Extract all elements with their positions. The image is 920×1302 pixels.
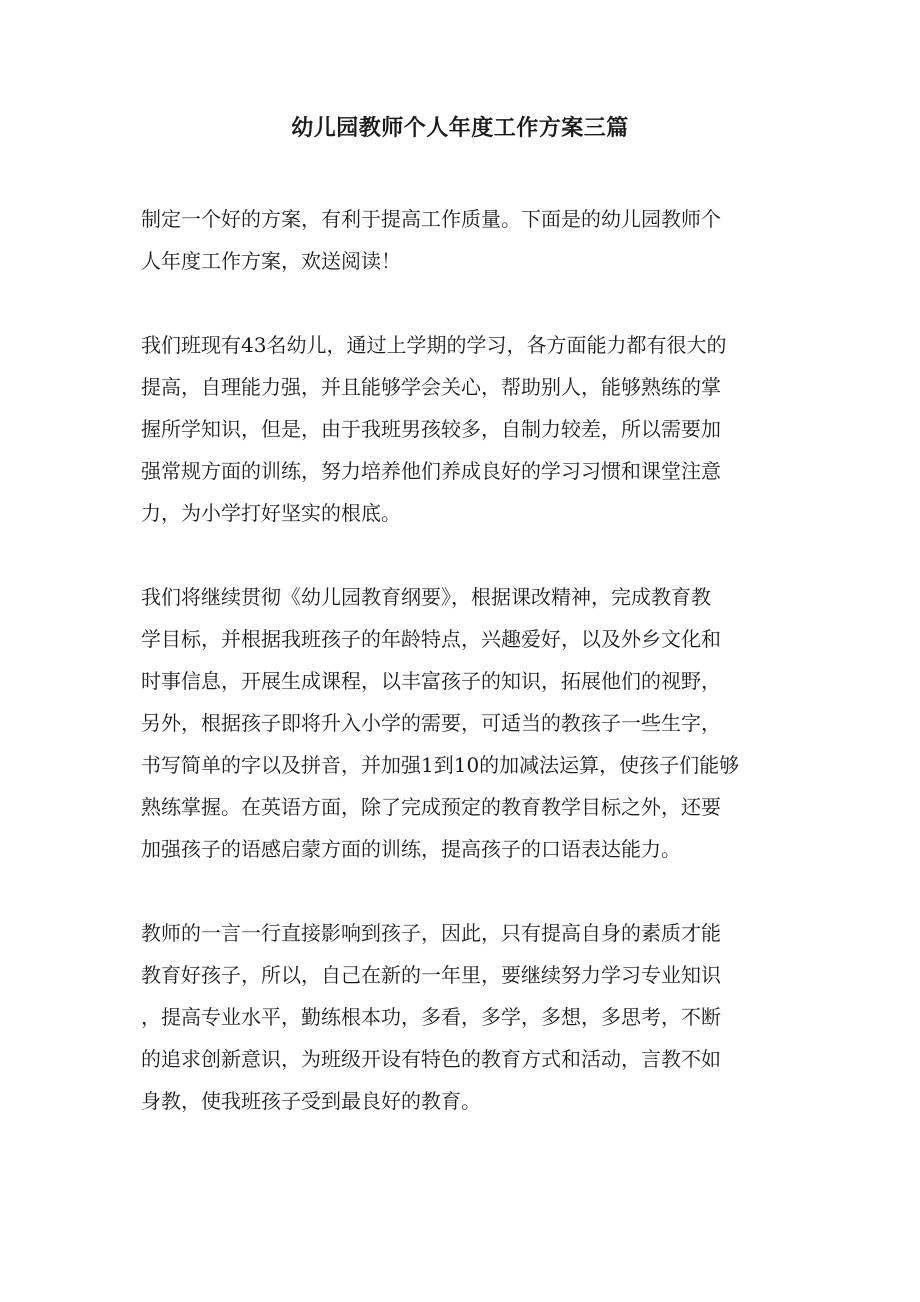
text-line: 书写简单的字以及拼音，并加强1到10的加减法运算，使孩子们能够: [141, 753, 740, 777]
text-line: 我们将继续贯彻《幼儿园教育纲要》，根据课改精神，完成教育教: [141, 585, 711, 609]
document-body: [141, 198, 781, 1164]
text-line: 学目标，并根据我班孩子的年龄特点，兴趣爱好，以及外乡文化和: [141, 627, 721, 651]
intro-paragraph: [141, 198, 781, 282]
text-line: 的追求创新意识，为班级开设有特色的教育方式和活动，言教不如: [141, 1047, 721, 1071]
text-line: 时事信息，开展生成课程，以丰富孩子的知识，拓展他们的视野，: [141, 669, 721, 693]
text-line: 握所学知识，但是，由于我班男孩较多，自制力较差，所以需要加: [141, 417, 721, 441]
text-line: 制定一个好的方案，有利于提高工作质量。下面是的幼儿园教师个: [141, 207, 721, 231]
document-title: 幼儿园教师个人年度工作方案三篇: [291, 115, 629, 141]
class-status-paragraph: [141, 324, 781, 534]
text-line: 提高，自理能力强，并且能够学会关心，帮助别人，能够熟练的掌: [141, 375, 721, 399]
text-line: 熟练掌握。在英语方面，除了完成预定的教育教学目标之外，还要: [141, 795, 721, 819]
text-line: 我们班现有43名幼儿，通过上学期的学习，各方面能力都有很大的: [141, 333, 727, 357]
text-line: 身教，使我班孩子受到最良好的教育。: [141, 1089, 481, 1113]
text-line: 教育好孩子，所以，自己在新的一年里，要继续努力学习专业知识: [141, 963, 721, 987]
text-line: 力，为小学打好坚实的根底。: [141, 501, 401, 525]
text-line: ，提高专业水平，勤练根本功，多看，多学，多想，多思考，不断: [141, 1005, 721, 1029]
text-line: 加强孩子的语感启蒙方面的训练，提高孩子的口语表达能力。: [141, 837, 681, 861]
text-line: 另外，根据孩子即将升入小学的需要，可适当的教孩子一些生字，: [141, 711, 721, 735]
text-line: 教师的一言一行直接影响到孩子，因此，只有提高自身的素质才能: [141, 921, 721, 945]
teaching-plan-paragraph: [141, 576, 781, 870]
text-line: 强常规方面的训练，努力培养他们养成良好的学习习惯和课堂注意: [141, 459, 721, 483]
teacher-development-paragraph: [141, 912, 781, 1122]
text-line: 人年度工作方案，欢送阅读！: [141, 249, 401, 273]
